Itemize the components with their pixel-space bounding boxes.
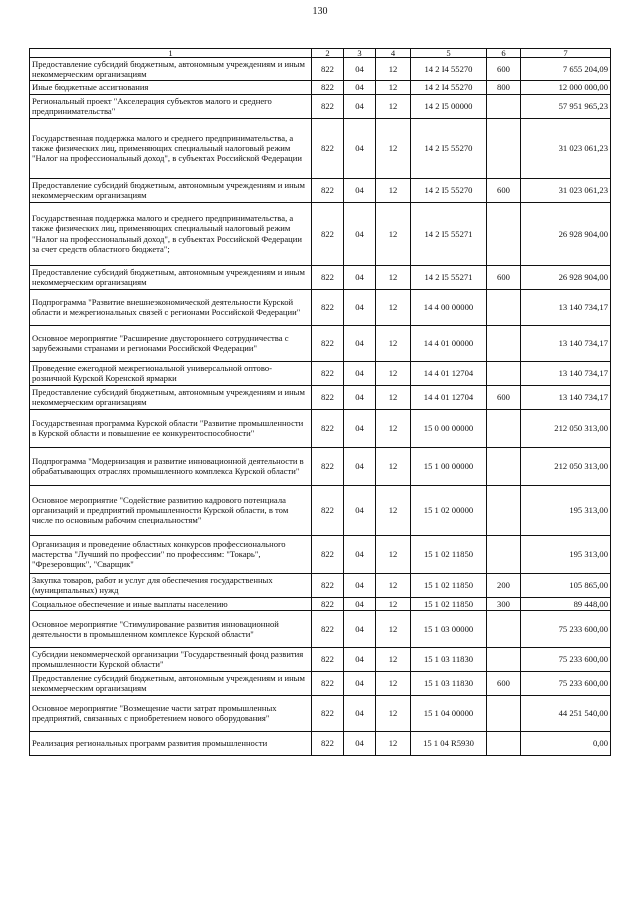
section-cell: 04 (344, 265, 376, 289)
section-cell: 04 (344, 325, 376, 361)
table-row (30, 58, 611, 81)
amount-cell: 44 251 540,00 (521, 695, 611, 731)
amount-cell: 105 865,00 (521, 573, 611, 597)
expense-type-cell (487, 94, 521, 118)
target-code-cell: 15 1 04 R5930 (411, 731, 487, 755)
section-cell: 04 (344, 81, 376, 94)
expense-type-cell (487, 647, 521, 671)
subsection-cell: 12 (376, 202, 411, 265)
row-name-cell: Государственная поддержка малого и среднего предпринимательства, а также физических лиц, применяющих специальный налоговый режим "Налог на профессиональный доход", в субъектах Российской Федерации за счет средств областного бюджета"; (30, 202, 312, 265)
row-name-cell: Социальное обеспечение и иные выплаты населению (30, 597, 312, 610)
ministry-code-cell: 822 (312, 325, 344, 361)
row-name-cell: Субсидии некоммерческой организации "Государственный фонд развития промышленности Курской области" (30, 647, 312, 671)
amount-cell: 195 313,00 (521, 535, 611, 573)
subsection-cell: 12 (376, 94, 411, 118)
ministry-code-cell: 822 (312, 202, 344, 265)
amount-cell: 212 050 313,00 (521, 409, 611, 447)
ministry-code-cell: 822 (312, 731, 344, 755)
target-code-cell: 15 1 03 00000 (411, 610, 487, 647)
column-header: 2 (312, 49, 344, 58)
expense-type-cell (487, 118, 521, 178)
row-name-cell: Иные бюджетные ассигнования (30, 81, 312, 94)
subsection-cell: 12 (376, 671, 411, 695)
row-name-cell: Государственная программа Курской области "Развитие промышленности в Курской области и повышение ее конкурентоспособности" (30, 409, 312, 447)
table-row (30, 447, 611, 485)
amount-cell: 13 140 734,17 (521, 385, 611, 409)
table-row (30, 485, 611, 535)
section-cell: 04 (344, 409, 376, 447)
subsection-cell: 12 (376, 265, 411, 289)
expense-type-cell (487, 202, 521, 265)
amount-cell: 7 655 204,09 (521, 58, 611, 81)
target-code-cell: 14 2 I4 55270 (411, 58, 487, 81)
subsection-cell: 12 (376, 597, 411, 610)
subsection-cell: 12 (376, 485, 411, 535)
section-cell: 04 (344, 118, 376, 178)
expense-type-cell (487, 610, 521, 647)
ministry-code-cell: 822 (312, 265, 344, 289)
expense-type-cell (487, 447, 521, 485)
ministry-code-cell: 822 (312, 535, 344, 573)
table-row (30, 385, 611, 409)
subsection-cell: 12 (376, 58, 411, 81)
section-cell: 04 (344, 597, 376, 610)
ministry-code-cell: 822 (312, 94, 344, 118)
row-name-cell: Организация и проведение областных конкурсов профессионального мастерства "Лучший по профессии" по профессиям: "Токарь", "Фрезеровщик", "Сварщик" (30, 535, 312, 573)
section-cell: 04 (344, 610, 376, 647)
amount-cell: 13 140 734,17 (521, 289, 611, 325)
target-code-cell: 14 4 01 00000 (411, 325, 487, 361)
expense-type-cell: 600 (487, 265, 521, 289)
row-name-cell: Основное мероприятие "Стимулирование развития инновационной деятельности в промышленном комплексе Курской области" (30, 610, 312, 647)
target-code-cell: 15 1 02 11850 (411, 597, 487, 610)
table-row (30, 325, 611, 361)
section-cell: 04 (344, 731, 376, 755)
subsection-cell: 12 (376, 289, 411, 325)
row-name-cell: Проведение ежегодной межрегиональной универсальной оптово-розничной Курской Коренской ярмарки (30, 361, 312, 385)
subsection-cell: 12 (376, 118, 411, 178)
target-code-cell: 14 4 01 12704 (411, 361, 487, 385)
subsection-cell: 12 (376, 447, 411, 485)
amount-cell: 89 448,00 (521, 597, 611, 610)
ministry-code-cell: 822 (312, 610, 344, 647)
target-code-cell: 15 1 02 11850 (411, 535, 487, 573)
row-name-cell: Подпрограмма "Развитие внешнеэкономической деятельности Курской области и межрегиональных связей с регионами Российской Федерации" (30, 289, 312, 325)
table-row (30, 573, 611, 597)
table-row (30, 695, 611, 731)
section-cell: 04 (344, 385, 376, 409)
target-code-cell: 14 2 I4 55270 (411, 81, 487, 94)
expense-type-cell: 300 (487, 597, 521, 610)
row-name-cell: Предоставление субсидий бюджетным, автономным учреждениям и иным некоммерческим организациям (30, 671, 312, 695)
ministry-code-cell: 822 (312, 597, 344, 610)
target-code-cell: 14 2 I5 55270 (411, 118, 487, 178)
subsection-cell: 12 (376, 178, 411, 202)
table-row (30, 118, 611, 178)
expense-type-cell (487, 289, 521, 325)
subsection-cell: 12 (376, 325, 411, 361)
target-code-cell: 14 2 I5 55271 (411, 202, 487, 265)
subsection-cell: 12 (376, 610, 411, 647)
ministry-code-cell: 822 (312, 447, 344, 485)
amount-cell: 12 000 000,00 (521, 81, 611, 94)
row-name-cell: Предоставление субсидий бюджетным, автономным учреждениям и иным некоммерческим организациям (30, 265, 312, 289)
table-row (30, 647, 611, 671)
ministry-code-cell: 822 (312, 409, 344, 447)
amount-cell: 13 140 734,17 (521, 361, 611, 385)
ministry-code-cell: 822 (312, 385, 344, 409)
amount-cell: 31 023 061,23 (521, 178, 611, 202)
expense-type-cell (487, 695, 521, 731)
amount-cell: 57 951 965,23 (521, 94, 611, 118)
table-row (30, 94, 611, 118)
column-header: 5 (411, 49, 487, 58)
target-code-cell: 14 2 I5 55271 (411, 265, 487, 289)
amount-cell: 26 928 904,00 (521, 202, 611, 265)
ministry-code-cell: 822 (312, 573, 344, 597)
ministry-code-cell: 822 (312, 361, 344, 385)
table-row (30, 289, 611, 325)
target-code-cell: 15 1 03 11830 (411, 647, 487, 671)
table-row (30, 671, 611, 695)
section-cell: 04 (344, 695, 376, 731)
section-cell: 04 (344, 289, 376, 325)
expense-type-cell (487, 485, 521, 535)
ministry-code-cell: 822 (312, 695, 344, 731)
section-cell: 04 (344, 178, 376, 202)
subsection-cell: 12 (376, 695, 411, 731)
amount-cell: 75 233 600,00 (521, 671, 611, 695)
amount-cell: 195 313,00 (521, 485, 611, 535)
amount-cell: 31 023 061,23 (521, 118, 611, 178)
column-header: 6 (487, 49, 521, 58)
section-cell: 04 (344, 94, 376, 118)
subsection-cell: 12 (376, 409, 411, 447)
ministry-code-cell: 822 (312, 671, 344, 695)
expense-type-cell: 600 (487, 58, 521, 81)
column-header: 7 (521, 49, 611, 58)
expense-type-cell: 200 (487, 573, 521, 597)
subsection-cell: 12 (376, 573, 411, 597)
subsection-cell: 12 (376, 81, 411, 94)
row-name-cell: Предоставление субсидий бюджетным, автономным учреждениям и иным некоммерческим организациям (30, 178, 312, 202)
target-code-cell: 14 2 I5 55270 (411, 178, 487, 202)
amount-cell: 13 140 734,17 (521, 325, 611, 361)
table-row (30, 409, 611, 447)
ministry-code-cell: 822 (312, 647, 344, 671)
subsection-cell: 12 (376, 731, 411, 755)
table-row (30, 265, 611, 289)
target-code-cell: 14 4 00 00000 (411, 289, 487, 325)
section-cell: 04 (344, 361, 376, 385)
target-code-cell: 15 1 03 11830 (411, 671, 487, 695)
row-name-cell: Реализация региональных программ развития промышленности (30, 731, 312, 755)
table-row (30, 610, 611, 647)
expense-type-cell: 600 (487, 178, 521, 202)
expense-type-cell: 600 (487, 671, 521, 695)
ministry-code-cell: 822 (312, 289, 344, 325)
section-cell: 04 (344, 647, 376, 671)
target-code-cell: 15 1 00 00000 (411, 447, 487, 485)
section-cell: 04 (344, 447, 376, 485)
expense-type-cell (487, 325, 521, 361)
ministry-code-cell: 822 (312, 485, 344, 535)
expense-type-cell: 600 (487, 385, 521, 409)
row-name-cell: Подпрограмма "Модернизация и развитие инновационной деятельности в обрабатывающих отраслях промышленного комплекса Курской области" (30, 447, 312, 485)
target-code-cell: 15 0 00 00000 (411, 409, 487, 447)
section-cell: 04 (344, 485, 376, 535)
row-name-cell: Предоставление субсидий бюджетным, автономным учреждениям и иным некоммерческим организациям (30, 58, 312, 81)
ministry-code-cell: 822 (312, 118, 344, 178)
page-number: 130 (312, 6, 328, 17)
row-name-cell: Государственная поддержка малого и среднего предпринимательства, а также физических лиц, применяющих специальный налоговый режим "Налог на профессиональный доход", в субъектах Российской Федерации (30, 118, 312, 178)
target-code-cell: 15 1 04 00000 (411, 695, 487, 731)
column-header: 1 (30, 49, 312, 58)
table-row (30, 535, 611, 573)
table-row (30, 202, 611, 265)
budget-table (29, 48, 611, 756)
row-name-cell: Основное мероприятие "Возмещение части затрат промышленных предприятий, связанных с приобретением нового оборудования" (30, 695, 312, 731)
expense-type-cell (487, 409, 521, 447)
section-cell: 04 (344, 58, 376, 81)
row-name-cell: Основное мероприятие "Расширение двустороннего сотрудничества с зарубежными странами и регионами Российской Федерации" (30, 325, 312, 361)
section-cell: 04 (344, 573, 376, 597)
table-row (30, 361, 611, 385)
amount-cell: 212 050 313,00 (521, 447, 611, 485)
target-code-cell: 15 1 02 00000 (411, 485, 487, 535)
expense-type-cell: 800 (487, 81, 521, 94)
table-row (30, 597, 611, 610)
table-header-row (30, 49, 611, 58)
ministry-code-cell: 822 (312, 178, 344, 202)
ministry-code-cell: 822 (312, 58, 344, 81)
expense-type-cell (487, 361, 521, 385)
amount-cell: 75 233 600,00 (521, 610, 611, 647)
target-code-cell: 14 2 I5 00000 (411, 94, 487, 118)
subsection-cell: 12 (376, 535, 411, 573)
table-row (30, 178, 611, 202)
amount-cell: 0,00 (521, 731, 611, 755)
section-cell: 04 (344, 671, 376, 695)
subsection-cell: 12 (376, 385, 411, 409)
subsection-cell: 12 (376, 647, 411, 671)
expense-type-cell (487, 535, 521, 573)
column-header: 4 (376, 49, 411, 58)
ministry-code-cell: 822 (312, 81, 344, 94)
section-cell: 04 (344, 535, 376, 573)
row-name-cell: Региональный проект "Акселерация субъектов малого и среднего предпринимательства" (30, 94, 312, 118)
amount-cell: 75 233 600,00 (521, 647, 611, 671)
expense-type-cell (487, 731, 521, 755)
amount-cell: 26 928 904,00 (521, 265, 611, 289)
table-row (30, 731, 611, 755)
table-row (30, 81, 611, 94)
subsection-cell: 12 (376, 361, 411, 385)
column-header: 3 (344, 49, 376, 58)
target-code-cell: 15 1 02 11850 (411, 573, 487, 597)
row-name-cell: Закупка товаров, работ и услуг для обеспечения государственных (муниципальных) нужд (30, 573, 312, 597)
row-name-cell: Основное мероприятие "Содействие развитию кадрового потенциала организаций и предприятий промышленности Курской области, в том числе по основным рабочим специальностям" (30, 485, 312, 535)
section-cell: 04 (344, 202, 376, 265)
row-name-cell: Предоставление субсидий бюджетным, автономным учреждениям и иным некоммерческим организациям (30, 385, 312, 409)
target-code-cell: 14 4 01 12704 (411, 385, 487, 409)
